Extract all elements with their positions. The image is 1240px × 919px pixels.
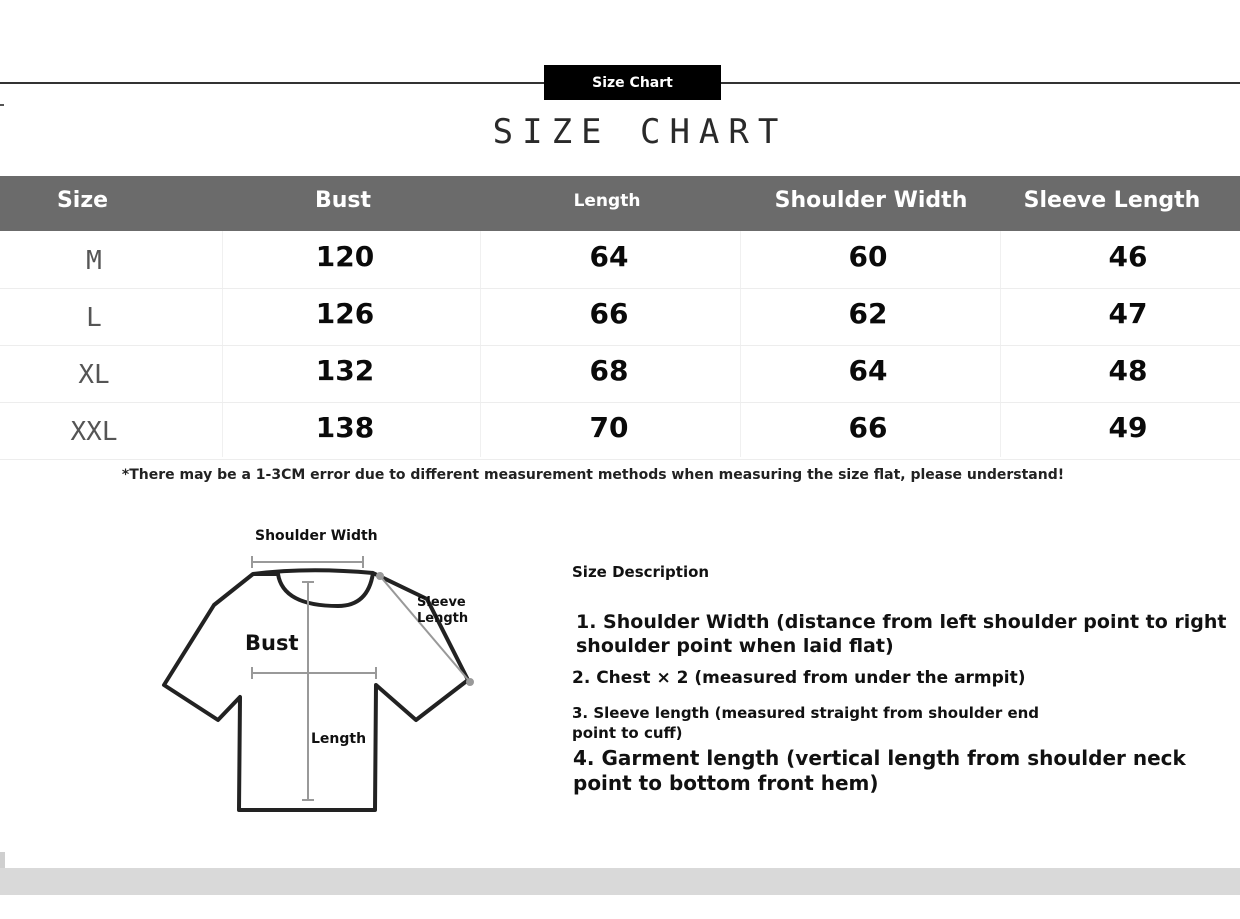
header-bust: Bust <box>314 188 372 213</box>
cell-size: L <box>86 303 102 333</box>
diagram-label-sleeve-length: Length <box>417 611 469 626</box>
header-sleeve-length: Sleeve Length <box>1023 188 1201 213</box>
description-item-3-cont: point to cuff) <box>572 724 683 742</box>
cell-sleeve-length: 46 <box>1108 240 1148 273</box>
table-row <box>0 345 1240 403</box>
bottom-band <box>0 868 1240 895</box>
cell-shoulder-width: 60 <box>848 240 888 273</box>
cell-shoulder-width: 66 <box>848 411 888 444</box>
description-item-1-cont: shoulder point when laid flat) <box>576 635 894 657</box>
cell-sleeve-length: 49 <box>1108 411 1148 444</box>
cell-bust: 126 <box>315 297 375 330</box>
table-header <box>0 176 1240 231</box>
cell-size: M <box>86 246 102 276</box>
description-item-3: 3. Sleeve length (measured straight from shoulder end <box>572 704 1040 722</box>
cell-length: 68 <box>589 354 629 387</box>
page-title: SIZE CHART <box>492 112 788 152</box>
size-chart-badge: Size Chart <box>544 65 721 100</box>
size-description-title: Size Description <box>572 563 710 581</box>
header-size: Size <box>56 188 109 213</box>
diagram-label-sleeve: Sleeve <box>417 595 466 610</box>
description-item-2: 2. Chest × 2 (measured from under the armpit) <box>572 668 1026 688</box>
cell-bust: 132 <box>315 354 375 387</box>
cell-bust: 120 <box>315 240 375 273</box>
tshirt-outline-icon <box>150 520 490 830</box>
cell-shoulder-width: 62 <box>848 297 888 330</box>
cell-length: 70 <box>589 411 629 444</box>
cell-sleeve-length: 47 <box>1108 297 1148 330</box>
table-row <box>0 288 1240 346</box>
header-shoulder-width: Shoulder Width <box>774 188 968 213</box>
diagram-label-bust: Bust <box>245 631 299 655</box>
table-row <box>0 231 1240 289</box>
tshirt-diagram <box>150 520 490 830</box>
diagram-label-length: Length <box>311 731 367 747</box>
cell-length: 64 <box>589 240 629 273</box>
cell-bust: 138 <box>315 411 375 444</box>
table-row <box>0 402 1240 460</box>
description-item-4: 4. Garment length (vertical length from shoulder neck <box>573 746 1186 770</box>
description-item-4-cont: point to bottom front hem) <box>573 771 879 795</box>
cell-size: XL <box>78 360 110 390</box>
cell-size: XXL <box>70 417 118 447</box>
left-tick-mark <box>0 104 4 106</box>
description-item-1: 1. Shoulder Width (distance from left shoulder point to right <box>576 611 1227 633</box>
cell-sleeve-length: 48 <box>1108 354 1148 387</box>
diagram-label-shoulder-width: Shoulder Width <box>255 528 378 544</box>
cell-length: 66 <box>589 297 629 330</box>
measurement-note: *There may be a 1-3CM error due to different measurement methods when measuring the size flat, please understand! <box>121 467 1065 483</box>
cell-shoulder-width: 64 <box>848 354 888 387</box>
header-length: Length <box>573 191 641 211</box>
